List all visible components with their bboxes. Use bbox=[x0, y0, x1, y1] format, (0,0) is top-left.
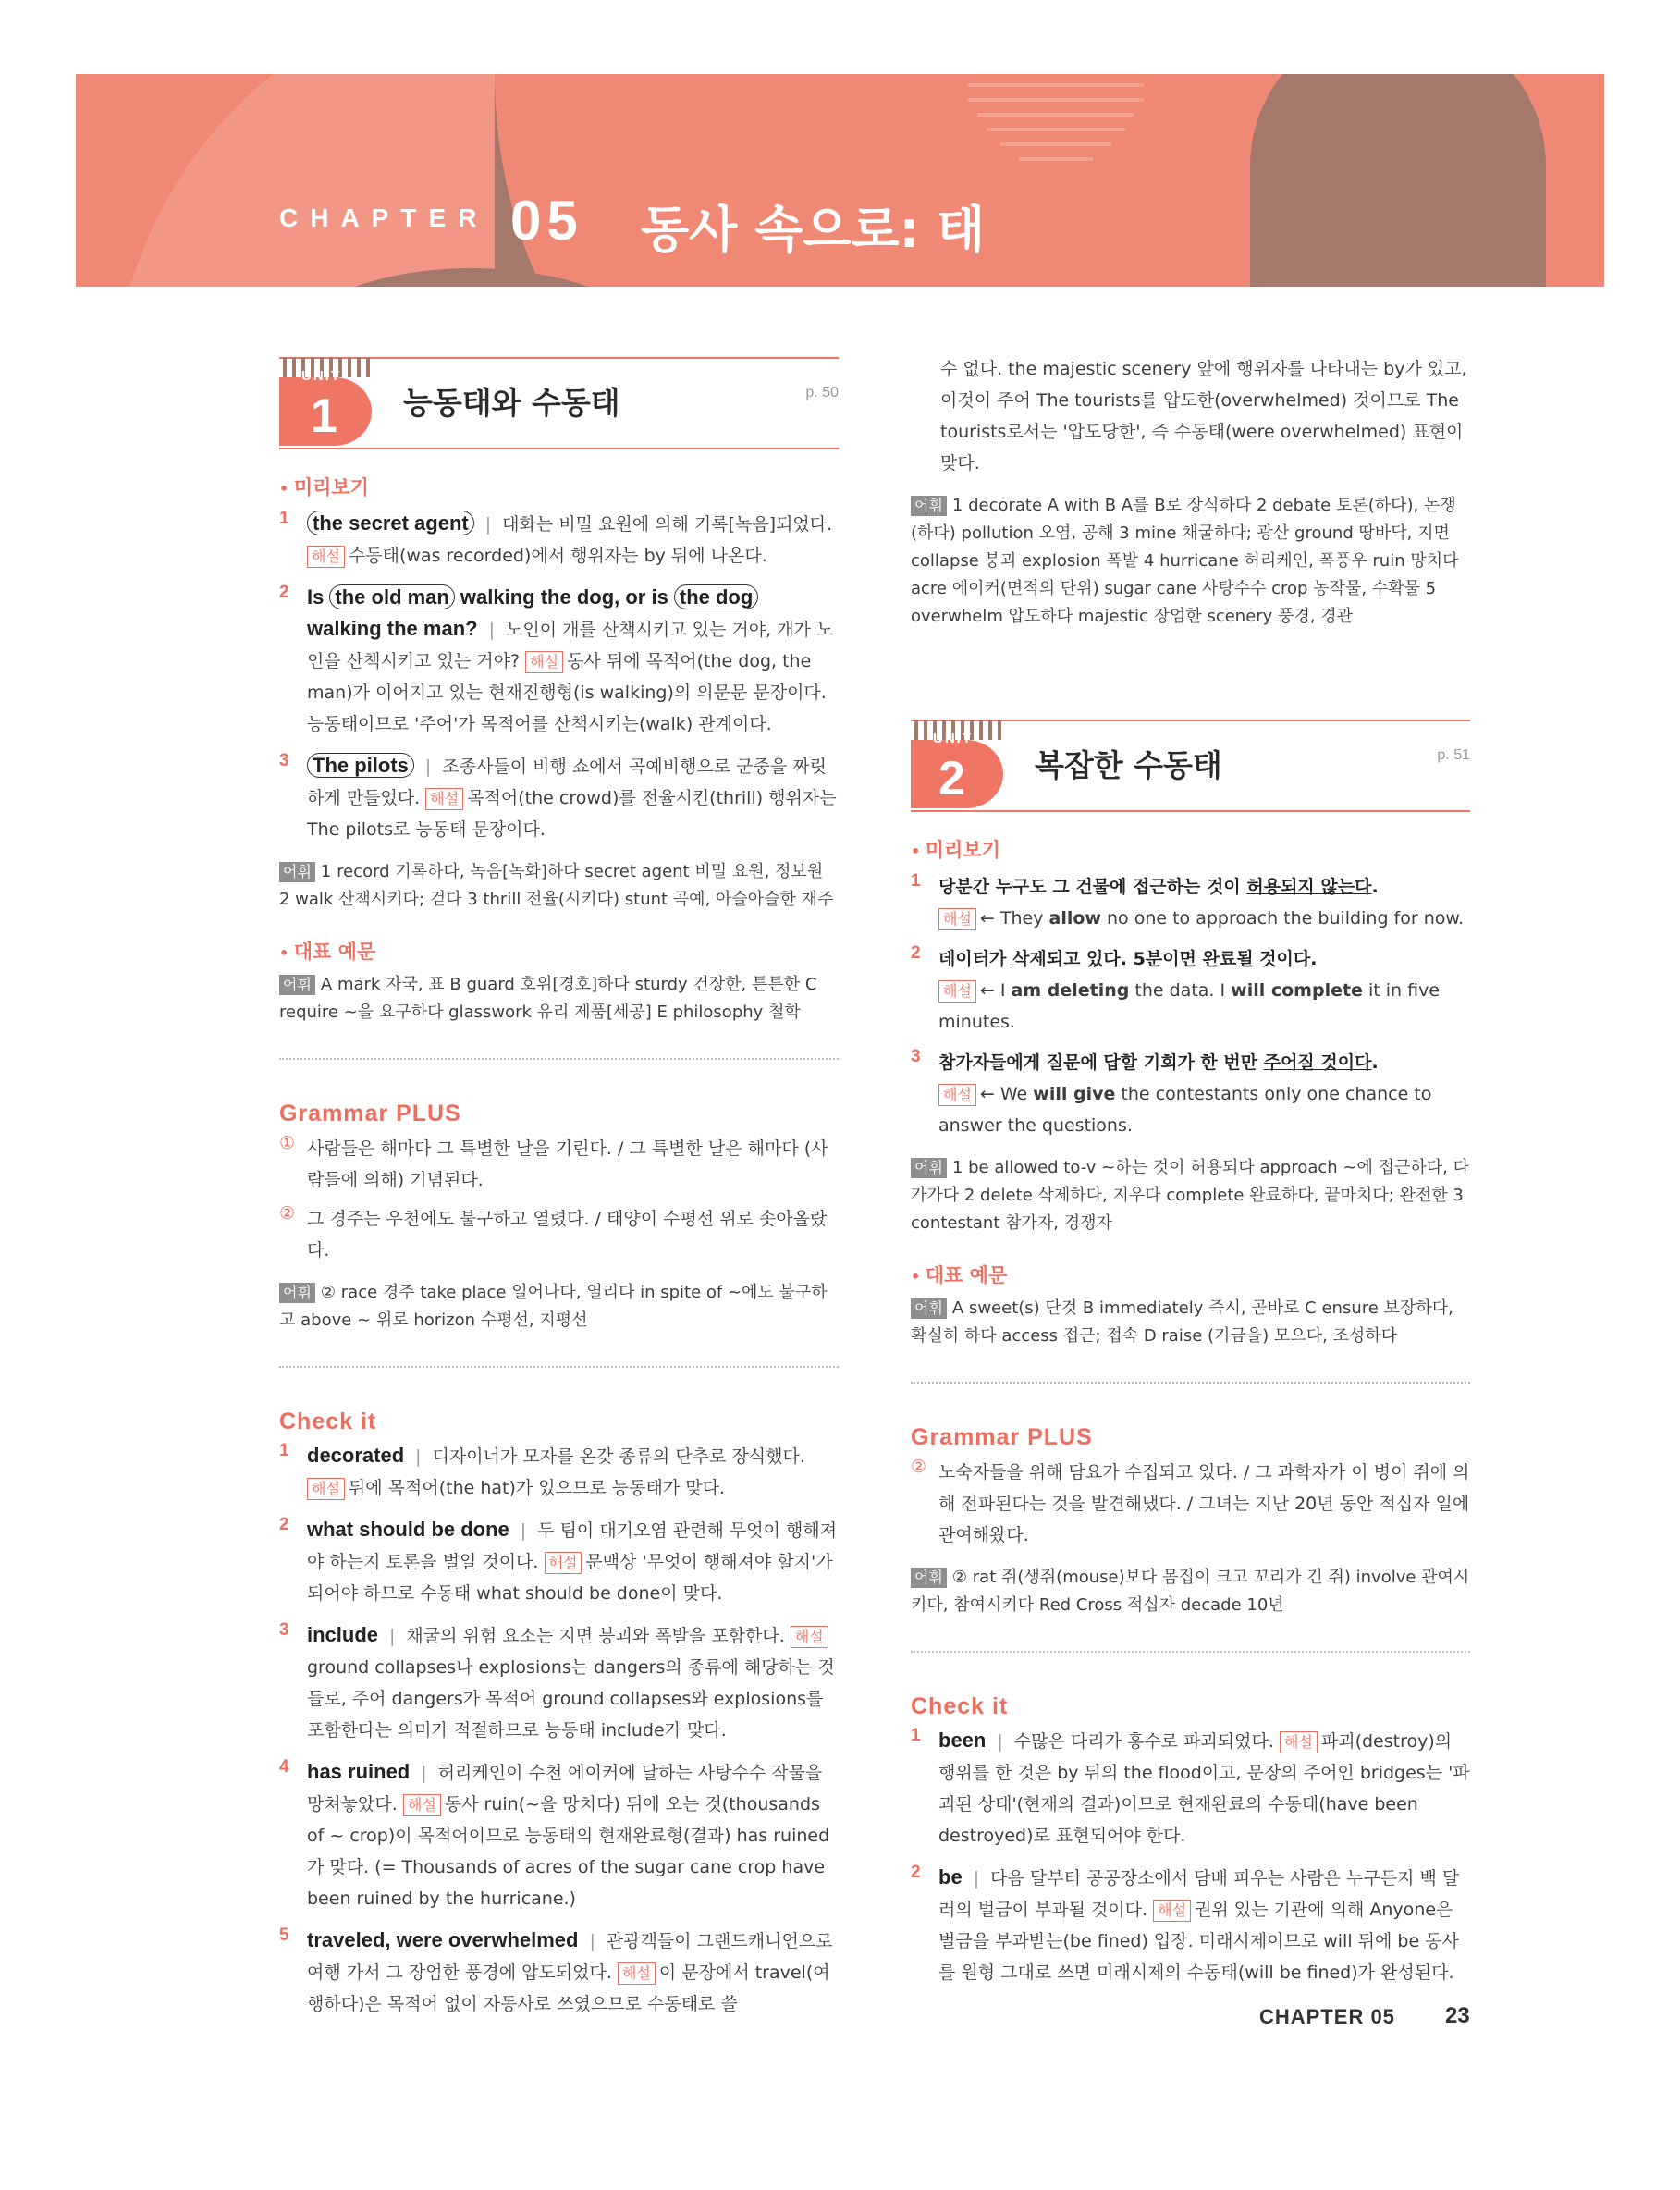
unit1-check-item-5: 5 traveled, were overwhelmed | 관광객들이 그랜드캐니언으로 여행 가서 그 장엄한 풍경에 압도되었다. 해설 이 문장에서 travel(여행하다)은 목적어 없이 자동사로 쓰였으므로 수동태로 쓸 bbox=[279, 1925, 833, 2014]
chapter-number: 05 bbox=[510, 190, 583, 252]
unit2-preview-heading: • 미리보기 bbox=[911, 839, 1000, 861]
divider bbox=[279, 1058, 839, 1060]
check-item-5-continuation: 수 없다. the majestic scenery 앞에 행위자를 나타내는 by가 있고, 이것이 주어 The tourists를 압도한(overwhelmed) 것이므로 The tourists로서는 '압도당한', 즉 수동태(were overwhelmed) 표현이 맞다. bbox=[940, 359, 1467, 474]
divider bbox=[911, 1382, 1470, 1384]
unit1-title: 능동태와 수동태 bbox=[403, 385, 620, 421]
unit2-examples-heading: • 대표 예문 bbox=[911, 1264, 1008, 1286]
unit1-preview-item-2: 2 Is the old man walking the dog, or is the dog walking the man? | 노인이 개를 산책시키고 있는 거야, 개가 노인을 산책시키고 있는 거야? 해설 동사 뒤에 목적어(the dog, the man)가 이어지고 있는 현재진행형(is walking)의 의문문 문장이다. 능동태이므로 '주어'가 목적어를 산책시키는(walk) 관계이다. bbox=[279, 583, 834, 734]
unit2-grammar-plus-item-2: ② 노숙자들을 위해 담요가 수집되고 있다. / 그 과학자가 이 병이 쥐에 의해 전파된다는 것을 발견해냈다. / 그녀는 지난 20년 동안 적십자 일에 관여해왔다. bbox=[911, 1458, 1470, 1545]
unit2-title: 복잡한 수동태 bbox=[1035, 747, 1222, 783]
unit1-page: p. 50 bbox=[805, 385, 839, 400]
unit1-vocab-1: 어휘 1 record 기록하다, 녹음[녹화]하다 secret agent 비밀 요원, 정보원 2 walk 산책시키다; 걷다 3 thrill 전율(시키다) stunt 곡예, 아슬아슬한 재주 bbox=[279, 862, 834, 909]
unit2-badge-number: 2 bbox=[938, 752, 965, 806]
unit2-check-item-1: 1 been | 수많은 다리가 홍수로 파괴되었다. 해설 파괴(destroy)의 행위를 한 것은 by 뒤의 the flood이고, 문장의 주어인 bridges는 '파괴된 상태'(현재의 결과)이므로 현재완료의 수동태(have been destroyed)로 표현되어야 한다. bbox=[911, 1726, 1470, 1846]
chapter-title: 동사 속으로: 태 bbox=[641, 201, 986, 259]
unit2-vocab-2: 어휘 A sweet(s) 단것 B immediately 즉시, 곧바로 C ensure 보장하다, 확실히 하다 access 접근; 접속 D raise (기금을) 모으다, 조성하다 bbox=[911, 1298, 1453, 1346]
unit1-header bbox=[279, 357, 839, 449]
footer-chapter: CHAPTER 05 bbox=[1259, 2005, 1395, 2028]
unit1-preview-item-3: 3 The pilots | 조종사들이 비행 쇼에서 곡예비행으로 군중을 짜릿하게 만들었다. 해설 목적어(the crowd)를 전율시킨(thrill) 행위자는 The pilots로 능동태 문장이다. bbox=[279, 751, 837, 840]
unit2-preview-item-1: 1 당분간 누구도 그 건물에 접근하는 것이 허용되지 않는다. 해설 ← They allow no one to approach the building for now. bbox=[911, 871, 1465, 929]
unit1-vocab-3: 어휘 ② race 경주 take place 일어나다, 열리다 in spite of ~에도 불구하고 above ~ 위로 horizon 수평선, 지평선 bbox=[279, 1283, 828, 1330]
unit1-examples-heading: • 대표 예문 bbox=[279, 941, 376, 963]
unit1-badge-number: 1 bbox=[311, 389, 337, 443]
unit2-preview-item-3: 3 참가자들에게 질문에 답할 기회가 한 번만 주어질 것이다. 해설 ← We will give the contestants only one chance to answer the questions. bbox=[911, 1047, 1432, 1136]
chapter-word: CHAPTER bbox=[279, 203, 489, 232]
unit2-page: p. 51 bbox=[1437, 747, 1470, 763]
divider bbox=[911, 1651, 1470, 1653]
page-number: 23 bbox=[1445, 2003, 1470, 2028]
unit2-check-heading: Check it bbox=[911, 1693, 1009, 1719]
unit1-badge-label: UNIT bbox=[301, 368, 341, 384]
right-column bbox=[911, 353, 1470, 1988]
unit2-badge-label: UNIT bbox=[933, 731, 973, 746]
check-vocab: 어휘 1 decorate A with B A를 B로 장식하다 2 debate 토론(하다), 논쟁(하다) pollution 오염, 공해 3 mine 채굴하다; 광산 ground 땅바닥, 지면 collapse 붕괴 explosion 폭발 4 hurricane 허리케인, 폭풍우 ruin 망치다 acre 에이커(면적의 단위) sugar cane 사탕수수 crop 농작물, 수확물 5 overwhelm 압도하다 majestic 장엄한 scenery 풍경, 경관 bbox=[911, 496, 1459, 626]
unit1-preview-item-1: 1 the secret agent | 대화는 비밀 요원에 의해 기록[녹음]되었다. 해설 수동태(was recorded)에서 행위자는 by 뒤에 나온다. bbox=[279, 509, 833, 566]
unit1-check-heading: Check it bbox=[279, 1409, 377, 1434]
unit1-check-item-2: 2 what should be done | 두 팀이 대기오염 관련해 무엇이 행해져야 하는지 토론을 벌일 것이다. 해설 문맥상 '무엇이 행해져야 할지'가 되어야 하므로 수동태 what should be done이 맞다. bbox=[279, 1515, 838, 1604]
unit2-preview-item-2: 2 데이터가 삭제되고 있다. 5분이면 완료될 것이다. 해설 ← I am deleting the data. I will complete it in five minutes. bbox=[911, 943, 1441, 1032]
unit1-vocab-2: 어휘 A mark 자국, 표 B guard 호위[경호]하다 sturdy 건장한, 튼튼한 C require ~을 요구하다 glasswork 유리 제품[세공] E philosophy 철학 bbox=[279, 975, 817, 1022]
unit2-check-item-2: 2 be | 다음 달부터 공공장소에서 담배 피우는 사람은 누구든지 백 달러의 벌금이 부과될 것이다. 해설 권위 있는 기관에 의해 Anyone은 벌금을 부과받는(be fined) 입장. 미래시제이므로 will 뒤에 be 동사를 원형 그대로 쓰면 미래시제의 수동태(will be fined)가 완성된다. bbox=[911, 1863, 1460, 1983]
unit1-check-item-4: 4 has ruined | 허리케인이 수천 에이커에 달하는 사탕수수 작물을 망쳐놓았다. 해설 동사 ruin(~을 망치다) 뒤에 오는 것(thousands of ~ crop)이 목적어이므로 능동태의 현재완료형(결과) has ruined가 맞다. (= Thousands of acres of the sugar cane crop have been ruined by the hurricane.) bbox=[279, 1757, 830, 1909]
unit1-grammar-plus-item-1: ① 사람들은 해마다 그 특별한 날을 기린다. / 그 특별한 날은 해마다 (사람들에 의해) 기념된다. bbox=[279, 1134, 828, 1190]
unit2-vocab-1: 어휘 1 be allowed to-v ~하는 것이 허용되다 approach ~에 접근하다, 다가가다 2 delete 삭제하다, 지우다 complete 완료하다, 끝마치다; 완전한 3 contestant 참가자, 경쟁자 bbox=[911, 1158, 1469, 1233]
unit1-check-item-1: 1 decorated | 디자이너가 모자를 온갖 종류의 단추로 장식했다. 해설 뒤에 목적어(the hat)가 있으므로 능동태가 맞다. bbox=[279, 1441, 805, 1498]
unit1-grammar-plus-item-2: ② 그 경주는 우천에도 불구하고 열렸다. / 태양이 수평선 위로 솟아올랐다. bbox=[279, 1204, 828, 1261]
unit1-preview-heading: • 미리보기 bbox=[279, 476, 369, 498]
divider bbox=[279, 1366, 839, 1368]
unit1-grammar-plus-heading: Grammar PLUS bbox=[279, 1101, 461, 1126]
left-column bbox=[279, 357, 839, 2020]
unit2-grammar-plus-heading: Grammar PLUS bbox=[911, 1424, 1093, 1450]
unit2-vocab-3: 어휘 ② rat 쥐(생쥐(mouse)보다 몸집이 크고 꼬리가 긴 쥐) involve 관여시키다, 참여시키다 Red Cross 적십자 decade 10년 bbox=[911, 1568, 1470, 1615]
unit2-header bbox=[911, 720, 1470, 812]
unit1-check-item-3: 3 include | 채굴의 위험 요소는 지면 붕괴와 폭발을 포함한다. 해설ground collapses나 explosions는 dangers의 종류에 해당하는 것들로, 주어 dangers가 목적어 ground collapses와 explosions를 포함한다는 의미가 적절하므로 능동태 include가 맞다. bbox=[279, 1620, 835, 1741]
